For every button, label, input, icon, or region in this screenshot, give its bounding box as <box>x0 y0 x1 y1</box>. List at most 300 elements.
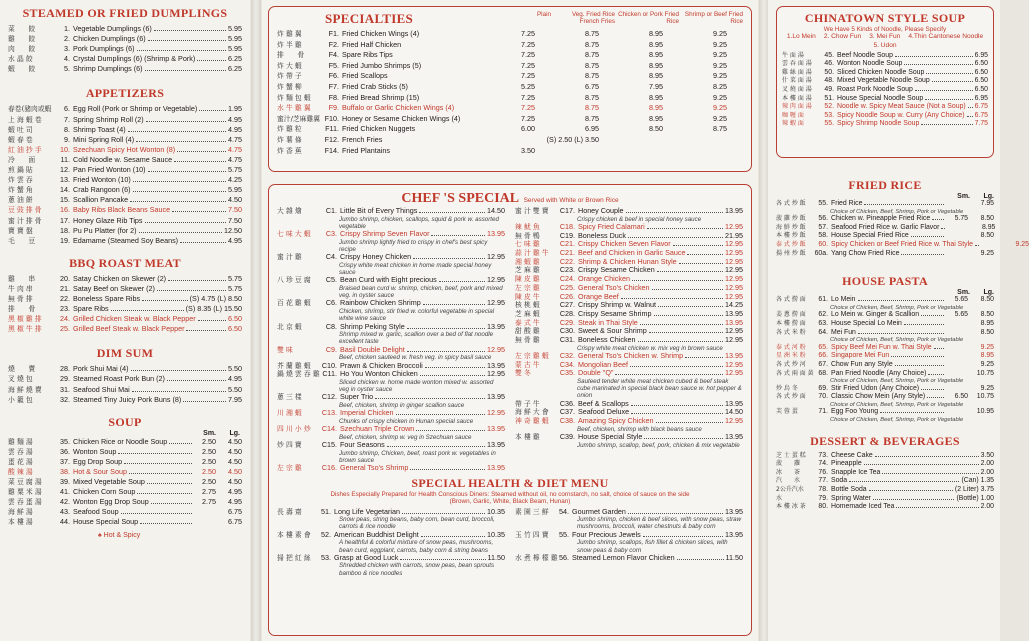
item-price: 4.75 <box>228 144 242 154</box>
item-price: 7.25 <box>521 39 535 49</box>
item-name: Cheese Cake <box>831 451 873 459</box>
dimsum-list <box>8 364 242 404</box>
menu-item-row <box>776 329 994 338</box>
item-chinese-name: 帶 子 牛 <box>515 399 540 408</box>
fried-rice-large-header: Lg. <box>983 193 994 200</box>
item-chinese-name: 炸 雲 吞 <box>8 176 33 185</box>
item-name: Pork Shui Mai (4) <box>73 364 129 374</box>
dot-leader <box>177 151 226 152</box>
item-name: Crispy Shrimp Seven Flavor <box>340 229 430 239</box>
item-price: 6.95 <box>974 94 988 102</box>
item-name: Egg Foo Young <box>831 408 879 416</box>
dot-leader <box>934 348 944 349</box>
item-name: Bean Curd with Eight precious <box>340 275 437 285</box>
dot-leader <box>875 456 979 457</box>
menu-item-row <box>277 554 505 563</box>
menu-item-row <box>515 369 743 378</box>
fried-rice-list <box>776 200 1029 258</box>
dot-leader <box>146 121 226 122</box>
item-description: Choice of Chicken, Beef, Shrimp, Pork or Vegetable <box>830 378 964 385</box>
item-description: Choice of Chicken, Beef, Shrimp, Pork or Vegetable <box>830 208 964 215</box>
item-name: Wonton Egg Drop Soup <box>73 497 149 507</box>
menu-item-row <box>8 195 242 205</box>
item-name: Roast Pork Noodle Soup <box>837 86 913 94</box>
menu-item-row <box>515 554 743 563</box>
item-price: 5.75 <box>228 273 242 283</box>
item-price: 12.95 <box>725 221 743 231</box>
dot-leader <box>904 64 972 65</box>
item-number: 52. <box>321 529 331 539</box>
item-number: 48. <box>824 77 834 85</box>
menu-item-row <box>776 486 994 495</box>
menu-item-row <box>8 477 242 487</box>
item-number: 78. <box>818 486 828 494</box>
item-price: 7.95 <box>649 81 663 91</box>
item-chinese-name: 核 桃 蝦 <box>515 301 540 310</box>
item-name: Fried Chicken Wings (4) <box>342 29 420 38</box>
item-chinese-name: 炸 蟹 角 <box>8 186 33 195</box>
item-name: Sliced Chicken Noodle Soup <box>837 68 925 76</box>
item-chinese-name: 炸 香 蕉 <box>277 146 302 155</box>
menu-item-row <box>8 364 242 374</box>
item-price-large: 7.95 <box>980 200 994 207</box>
item-chinese-name: 蜜 汁 雙 寶 <box>515 207 549 215</box>
item-description: Beef, chicken, shrimp w. veg in Szechuan sauce <box>339 433 472 441</box>
dot-leader <box>975 245 979 246</box>
dot-leader <box>631 405 723 406</box>
item-chinese-name: 長 壽 齋 <box>277 507 302 516</box>
item-chinese-name: 水 煮 檸 檬 雞 <box>515 553 558 562</box>
specialties-item-row <box>277 50 743 61</box>
item-number: 20. <box>60 273 70 283</box>
item-number: 62. <box>818 311 828 319</box>
menu-item-row <box>776 503 994 512</box>
item-price: 11.50 <box>487 552 505 562</box>
item-chinese-name: 菜 餃 <box>8 25 36 33</box>
item-price: 7.25 <box>521 29 535 38</box>
menu-item-row <box>8 175 242 185</box>
item-name: Gourmet Garden <box>572 506 626 516</box>
menu-item-row <box>8 34 242 44</box>
item-name: Fried Plantains <box>342 145 390 155</box>
menu-item-row <box>277 346 505 355</box>
item-chinese-name: 各 式 撈 面 <box>776 296 806 304</box>
item-chinese-name: 炸 蟹 柳 <box>277 82 302 91</box>
menu-item-row <box>277 230 505 239</box>
item-name: Seafood Soup <box>73 507 119 517</box>
item-chinese-name: 蝦 吐 司 <box>8 125 33 134</box>
item-name: Orange Chicken <box>578 274 630 284</box>
item-chinese-name: 炸 薯 條 <box>277 135 302 144</box>
item-name: Crispy Chicken Seven Flavor <box>578 239 671 249</box>
item-description: Snow peas, string beans, baby corn, bean curd, broccoli, carrots & rice noodle <box>339 516 495 531</box>
item-price: 8.75 <box>585 113 599 123</box>
item-price: 6.75 <box>974 103 988 111</box>
item-name: Chicken Corn Soup <box>73 487 136 497</box>
item-chinese-name: 各 式 炒 飯 <box>776 200 806 207</box>
item-price-small: 2.50 <box>202 446 216 456</box>
item-name: Mixed Vegetable Soup <box>73 477 145 487</box>
item-number: C21. <box>559 248 575 258</box>
item-number: C23. <box>559 265 575 275</box>
item-chinese-name: 川 湘 蝦 <box>277 409 302 418</box>
item-number: 51. <box>321 506 331 516</box>
item-chinese-name: 素 園 三 鮮 <box>515 507 549 516</box>
dot-leader <box>925 99 972 100</box>
dot-leader <box>154 30 226 31</box>
item-chinese-name: 辣 肉 面 湯 <box>782 103 812 111</box>
item-price: 8.95 <box>649 113 663 123</box>
menu-item-row <box>8 54 242 64</box>
item-name: Spicy Chicken or Beef Fried Rice w. Thai Style <box>831 240 973 248</box>
item-chinese-name: 各 式 炒 面 <box>776 393 806 401</box>
chefs-special-columns <box>277 207 743 473</box>
item-price: 8.95 <box>649 71 663 81</box>
item-number: 43. <box>60 507 70 517</box>
item-number: C12. <box>321 392 337 402</box>
dimsum-title: DIM SUM <box>96 346 154 361</box>
item-price: 6.50 <box>228 314 242 324</box>
item-number: 1. <box>64 24 70 33</box>
item-number: 38. <box>60 467 70 476</box>
dot-leader <box>673 245 723 246</box>
item-chinese-name: 小 籠 包 <box>8 395 33 404</box>
item-name: Lo Mein w. Ginger & Scallion <box>831 311 920 319</box>
item-name: Mei Fun <box>831 328 856 336</box>
item-price: 8.95 <box>649 50 663 60</box>
item-number: 29. <box>60 374 70 384</box>
item-price: 9.25 <box>713 113 727 123</box>
item-chinese-name: 辣 魷 魚 <box>515 222 540 231</box>
item-chinese-name: 蜜汁/芝麻雞翼 <box>277 114 321 123</box>
chinatown-list <box>782 52 988 129</box>
item-price-large: 4.50 <box>228 446 242 456</box>
menu-item-row <box>8 374 242 384</box>
dumplings-title: STEAMED OR FRIED DUMPLINGS <box>22 6 228 20</box>
dot-leader <box>615 374 723 375</box>
item-price: 8.75 <box>585 60 599 70</box>
dot-leader <box>133 191 226 192</box>
dot-leader <box>410 469 485 470</box>
item-number: 53. <box>824 111 834 119</box>
dot-leader <box>407 351 485 352</box>
dot-leader <box>891 356 944 357</box>
item-name: Fried Wonton (10) <box>73 175 131 185</box>
item-description: Braised bean curd w. shrimp, chicken, beef, pork and mixed veg. in oyster sauce <box>339 285 503 300</box>
item-price-small: 2.75 <box>202 487 216 497</box>
item-description: Beef, chicken, shrimp with black beans sauce <box>577 425 702 433</box>
item-number: 22. <box>60 293 70 303</box>
item-chinese-name: 叉 燒 包 <box>8 375 33 384</box>
item-number: F10. <box>324 113 339 123</box>
item-number: 32. <box>60 394 70 404</box>
item-price: 7.50 <box>228 205 242 215</box>
item-number: 15. <box>60 195 70 205</box>
item-name: Fried Bread Shrimp (15) <box>342 92 420 102</box>
item-price: 12.95 <box>725 291 743 301</box>
appetizers-title: APPETIZERS <box>85 86 165 101</box>
menu-item-row <box>8 507 242 517</box>
item-number: 55. <box>824 120 834 128</box>
item-price: 7.25 <box>521 60 535 70</box>
item-price-large: 6.75 <box>228 517 242 527</box>
dot-leader <box>621 298 723 299</box>
dessert-list <box>776 452 994 512</box>
item-number: C35. <box>559 368 575 378</box>
item-number: F6. <box>328 71 339 81</box>
item-chinese-name: 什 菜 面 湯 <box>782 77 812 85</box>
item-price-large: 8.50 <box>980 296 994 304</box>
middle-menu-panel <box>262 0 758 641</box>
item-number: 39. <box>60 477 70 487</box>
item-price: 6.75 <box>585 81 599 91</box>
item-price: 11.50 <box>725 552 743 562</box>
item-price: 8.95 <box>649 29 663 38</box>
item-number: 17. <box>60 215 70 225</box>
dot-leader <box>387 446 485 447</box>
menu-item-row <box>776 320 994 329</box>
item-price-large: 4.95 <box>228 487 242 497</box>
dot-leader <box>687 254 723 255</box>
item-price: 10.35 <box>487 529 505 539</box>
item-price: 2.00 <box>980 468 994 476</box>
item-chinese-name: 水 <box>776 494 783 502</box>
item-chinese-name: 蝦 春 卷 <box>8 135 33 144</box>
fried-rice-title: FRIED RICE <box>848 178 922 192</box>
item-name: Steak in Thai Style <box>578 317 638 327</box>
menu-item-row <box>8 226 242 236</box>
item-number: C11. <box>322 369 337 379</box>
item-chinese-name: 雞 麵 湯 <box>8 437 33 446</box>
item-chinese-name: 泰 式 炒 飯 <box>776 240 806 248</box>
item-price: 6.75 <box>974 111 988 119</box>
item-number: 23. <box>60 304 70 314</box>
fold-divider <box>251 0 261 641</box>
specialties-column-header: Veg. Fried Rice French Fries <box>571 11 615 26</box>
dimsum-section <box>8 346 242 404</box>
item-number: C29. <box>559 317 575 327</box>
item-price: 5.50 <box>228 384 242 394</box>
specialties-column-header: Plain <box>536 11 551 18</box>
pasta-list <box>776 296 994 424</box>
item-chinese-name: 燒 賣 <box>8 365 36 374</box>
item-number: 18. <box>60 225 70 235</box>
item-name: Sweet & Sour Shrimp <box>578 326 647 336</box>
item-name: Pork Dumplings (6) <box>73 44 135 54</box>
item-name: Spicy Beef Mei Fun w. Thai Style <box>831 343 932 351</box>
item-price: 8.95 <box>649 39 663 49</box>
item-price: 9.25 <box>713 39 727 49</box>
item-number: 25. <box>60 324 70 334</box>
item-price-small: 6.50 <box>954 393 968 401</box>
item-number: C14. <box>321 424 337 434</box>
item-price: 7.25 <box>521 71 535 81</box>
item-chinese-name: 各 式 米 粉 <box>776 328 806 336</box>
item-price: 9.25 <box>713 103 727 113</box>
menu-item-row <box>8 104 242 114</box>
item-number: 73. <box>818 451 828 459</box>
dot-leader <box>416 430 485 431</box>
item-price: 6.95 <box>974 51 988 59</box>
item-number: C5. <box>325 275 337 285</box>
dumplings-section <box>8 6 242 74</box>
item-number: C8. <box>325 321 337 331</box>
item-number: 28. <box>60 364 70 374</box>
dot-leader <box>129 473 192 474</box>
item-number: 54. <box>559 506 569 516</box>
item-number: C1. <box>325 206 337 215</box>
fried-rice-section <box>776 178 1029 258</box>
dot-leader <box>396 414 485 415</box>
item-price: 3.50 <box>521 145 535 155</box>
chefs-special-right-column <box>515 207 743 473</box>
item-description: Jumbo shrimp, Chicken, beef, roast pork w. vegetables in brown sauce <box>339 449 496 464</box>
item-number: 53. <box>321 552 331 562</box>
item-price: 12.95 <box>725 368 743 378</box>
dot-leader <box>137 50 226 51</box>
soup-title: SOUP <box>108 414 142 429</box>
item-name: Crystal Dumplings (6) (Shrimp & Pork) <box>73 54 196 64</box>
menu-item-row <box>8 517 242 527</box>
item-description: Jumbo shrimp lightly fried to crispy in chef's best spicy recipe <box>339 238 488 254</box>
item-chinese-name: 炒 四 寶 <box>277 441 302 450</box>
item-chinese-name: 百 花 雞 蝦 <box>277 299 311 308</box>
menu-item-row <box>776 477 994 486</box>
soup-section <box>8 415 242 539</box>
item-name: Long Life Vegetarian <box>334 506 400 516</box>
right-menu-panel <box>768 0 1029 641</box>
item-number: 67. <box>818 360 828 368</box>
item-price: 13.95 <box>725 317 743 327</box>
item-chinese-name: 豆 豉 排 骨 <box>8 206 42 215</box>
item-price: 4.95 <box>228 374 242 384</box>
item-number: C17. <box>559 206 575 215</box>
menu-item-row <box>776 250 994 259</box>
item-number: 52. <box>824 103 834 111</box>
noodle-option: 2. Chow Fun <box>823 33 862 41</box>
item-number: C34. <box>559 359 575 369</box>
item-number: 71. <box>818 408 828 416</box>
item-description: Beef, chicken sauteed w. fresh veg. in spicy basil sauce <box>339 354 492 362</box>
item-number: F5. <box>328 60 339 70</box>
dot-leader <box>932 81 973 82</box>
item-number: 13. <box>60 175 70 185</box>
menu-item-row <box>277 276 505 285</box>
item-name: Lo Mein <box>831 296 856 304</box>
item-price-large: 9.25 <box>980 343 994 351</box>
item-name: Beef and Chicken in Garlic Sauce <box>578 248 686 258</box>
item-price: 13.95 <box>487 392 505 402</box>
item-chinese-name: 炸 麵 包 蝦 <box>277 93 311 102</box>
menu-item-row <box>8 457 242 467</box>
dot-leader <box>928 374 944 375</box>
specialties-item-row <box>277 93 743 104</box>
item-number: 4. <box>64 54 70 64</box>
item-chinese-name: 海 鮮 燒 賣 <box>8 385 42 394</box>
item-chinese-name: 紅 油 抄 手 <box>8 145 42 154</box>
dot-leader <box>148 171 226 172</box>
item-chinese-name: 各 式 炒 河 <box>776 360 806 368</box>
item-chinese-name: 海 鮮 炒 飯 <box>776 223 806 231</box>
item-chinese-name: 炒 烏 冬 <box>776 384 798 392</box>
dot-leader <box>148 40 226 41</box>
dot-leader <box>142 300 188 301</box>
dot-leader <box>137 493 192 494</box>
item-name: Chow Fun any Style <box>831 360 893 368</box>
item-number: C32. <box>559 350 575 360</box>
item-number: 16. <box>60 205 70 215</box>
item-price: 6.50 <box>974 60 988 68</box>
item-name: Spare Ribs <box>73 304 109 314</box>
dot-leader <box>425 367 485 368</box>
item-description: Sliced chicken w. home made wonton mixed w. assorted veg in oyster sauce <box>339 378 494 394</box>
pasta-size-headers <box>776 289 994 296</box>
item-number: 79. <box>818 494 828 502</box>
item-number: C16. <box>321 463 337 473</box>
item-description: Chicken, shrimp, stir fried w. colorful vegetable in special white wine sauce <box>339 308 495 323</box>
item-chinese-name: 2公升汽水 <box>776 486 804 494</box>
item-price: 8.75 <box>585 71 599 81</box>
item-description: Jumbo shrimp, chicken, scallops, squid & pork w. assorted vegetable <box>339 215 499 230</box>
item-chinese-name: 無 骨 排 <box>8 294 33 303</box>
menu-item-row <box>8 64 242 74</box>
dot-leader <box>400 559 485 560</box>
chinatown-intro: We Have 5 Kinds of Noodle, Please Specify <box>823 26 947 33</box>
item-chinese-name: 七 味 大 蝦 <box>277 230 311 239</box>
item-chinese-name: 本 樓 炒 飯 <box>776 232 806 240</box>
item-number: 49. <box>824 86 834 94</box>
item-price: 14.50 <box>725 407 743 417</box>
item-price: 13.95 <box>487 360 505 370</box>
chefs-special-left-column <box>277 207 505 473</box>
item-number: 31. <box>60 384 70 394</box>
item-price: 5.95 <box>228 24 242 33</box>
item-price: 13.95 <box>725 398 743 408</box>
item-price: 21.95 <box>725 230 743 240</box>
item-price: 14.50 <box>487 206 505 215</box>
item-chinese-name: 炸 半 雞 <box>277 40 302 49</box>
item-price: 12.95 <box>725 326 743 336</box>
item-name: Pan Fried Wonton (10) <box>73 165 146 175</box>
item-price: 9.25 <box>713 60 727 70</box>
menu-item-row <box>8 487 242 497</box>
item-name: Four Precious Jewels <box>572 529 641 539</box>
item-chinese-name: 上 海 蝦 卷 <box>8 115 42 124</box>
item-price: (S) 4.75 (L) 8.50 <box>189 293 242 303</box>
item-chinese-name: 炸 雞 翼 <box>277 30 302 38</box>
item-chinese-name: 汽 水 <box>776 477 801 485</box>
item-price: 8.75 <box>713 124 727 134</box>
dot-leader <box>167 380 226 381</box>
item-number: 66. <box>818 352 828 360</box>
item-number: C4. <box>325 252 337 262</box>
item-name: Steamed Roast Pork Bun (2) <box>73 374 165 384</box>
item-number: 77. <box>818 477 828 485</box>
dot-leader <box>638 341 723 342</box>
item-price: 14.25 <box>725 300 743 310</box>
item-price: 6.50 <box>974 68 988 76</box>
menu-item-row <box>8 135 242 145</box>
item-price: 2.00 <box>980 503 994 511</box>
item-name: Bottle Soda <box>831 486 867 494</box>
dot-leader <box>921 315 944 316</box>
item-name: Seafood Shui Mai <box>73 384 130 394</box>
pasta-large-header: Lg. <box>983 289 994 297</box>
item-name: Crab Rangoon (6) <box>73 185 131 195</box>
diet-section <box>277 476 743 577</box>
item-chinese-name: 水 晶 餃 <box>8 55 33 64</box>
menu-item-row <box>776 393 994 402</box>
